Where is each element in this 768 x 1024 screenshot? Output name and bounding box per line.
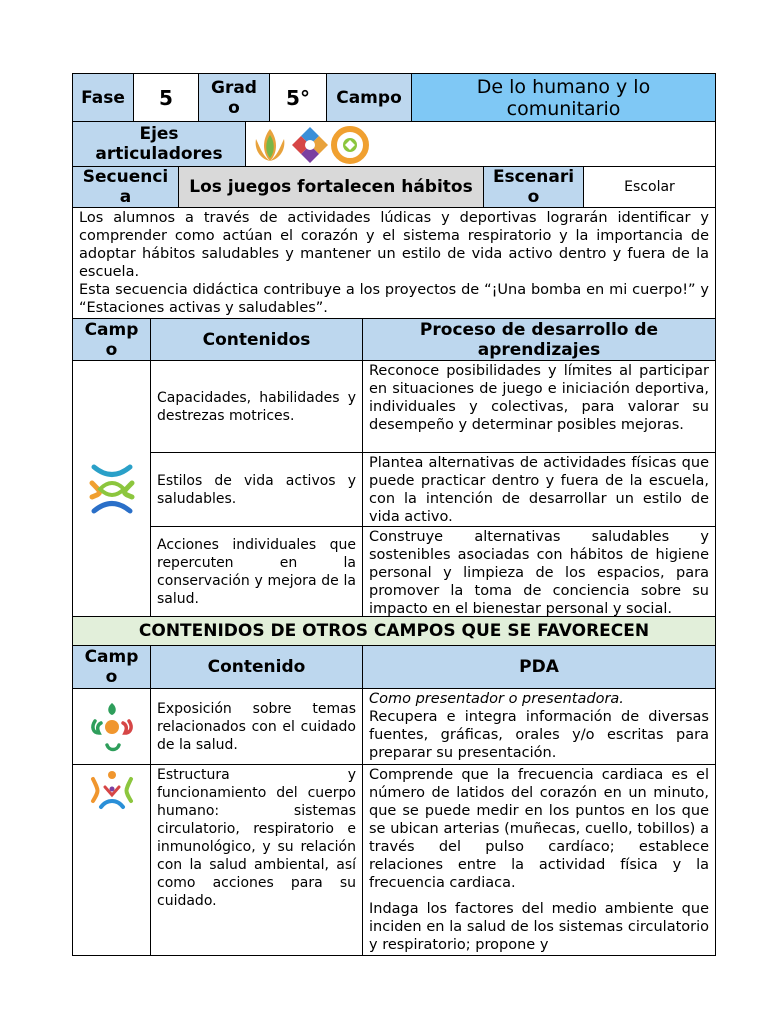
main-header-campo: Camp o <box>72 318 151 361</box>
description-paragraph-2: Esta secuencia didáctica contribuye a los proyectos de “¡Una bomba en mi cuerpo!” y “Estaciones activas y saludables”. <box>79 282 709 316</box>
orange-circle-icon <box>330 125 370 165</box>
pda-text: Comprende que la frecuencia cardiaca es el número de latidos del corazón en un minuto, que se puede medir en los puntos en los que se ubican arterias (muñecas, cuello, tobillos) a través del pulso cardíaco; establece relaciones entre la actividad física y la frecuencia cardiaca. <box>369 767 709 891</box>
ejes-icons-cell <box>245 121 716 167</box>
main-row-3-contenido: Acciones individuales que repercuten en la conservación y mejora de la salud. <box>150 526 363 617</box>
diamond-arrows-icon <box>290 125 330 165</box>
pda-text: Recupera e integra información de diversas fuentes, gráficas, orales y/o escritas para preparar su presentación. <box>369 709 709 761</box>
main-row-1-contenido: Capacidades, habilidades y destrezas motrices. <box>150 360 363 453</box>
otros-banner: CONTENIDOS DE OTROS CAMPOS QUE SE FAVORECEN <box>72 616 716 646</box>
grado-label: Grad o <box>198 73 270 122</box>
otros-row-2-pda <box>362 764 716 956</box>
otros-row-2-campo <box>72 764 151 956</box>
campo-value: De lo humano y lo comunitario <box>411 73 716 122</box>
main-header-proceso: Proceso de desarrollo de aprendizajes <box>362 318 716 361</box>
otros-row-1-pda <box>362 688 716 765</box>
main-row-3-proceso: Construye alternativas saludables y sostenibles asociadas con hábitos de higiene personal y limpieza de los espacios, para promover la toma de conciencia sobre su impacto en el bienestar personal y social. <box>362 526 716 617</box>
otros-header-campo: Camp o <box>72 645 151 689</box>
ejes-label: Ejes articuladores <box>72 121 246 167</box>
escenario-value: Escolar <box>583 166 716 208</box>
pda-italic-heading: Como presentador o presentadora. <box>369 691 624 707</box>
otros-row-1-campo <box>72 688 151 765</box>
leaf-lotus-icon <box>250 125 290 165</box>
main-row-1-proceso: Reconoce posibilidades y límites al participar en situaciones de juego e iniciación deportiva, individuales y colectivas, para valorar su desempeño y determinar posibles mejoras. <box>362 360 716 453</box>
campo-label: Campo <box>326 73 412 122</box>
secuencia-label: Secuenci a <box>72 166 179 208</box>
pda-text-2: Indaga los factores del medio ambiente que inciden en la salud de los sistemas circulatorio y respiratorio; propone y <box>369 901 709 953</box>
humano-comunitario-icon <box>88 463 136 515</box>
main-header-contenidos: Contenidos <box>150 318 363 361</box>
description <box>72 207 716 319</box>
grado-value: 5° <box>269 73 327 122</box>
saberes-cientifico-icon <box>87 769 137 815</box>
main-row-2-proceso: Plantea alternativas de actividades físicas que puede practicar dentro y fuera de la escuela, con la intención de desarrollar un estilo de vida activo. <box>362 452 716 527</box>
description-paragraph-1: Los alumnos a través de actividades lúdicas y deportivas lograrán identificar y comprender como actúan el corazón y el sistema respiratorio y la importancia de adoptar hábitos saludables y mantener un estilo de vida activo dentro y fuera de la escuela. <box>79 210 709 280</box>
fase-label: Fase <box>72 73 134 122</box>
otros-row-1-contenido: Exposición sobre temas relacionados con el cuidado de la salud. <box>150 688 363 765</box>
escenario-label: Escenari o <box>483 166 584 208</box>
otros-row-2-contenido: Estructura y funcionamiento del cuerpo humano: sistemas circulatorio, respiratorio e inmunológico, y su relación con la salud ambiental, así como acciones para su cuidado. <box>150 764 363 956</box>
main-row-2-contenido: Estilos de vida activos y saludables. <box>150 452 363 527</box>
fase-value: 5 <box>133 73 199 122</box>
main-campo-cell <box>72 360 151 617</box>
otros-header-contenido: Contenido <box>150 645 363 689</box>
otros-header-pda: PDA <box>362 645 716 689</box>
lenguajes-icon <box>89 701 135 753</box>
secuencia-title: Los juegos fortalecen hábitos <box>178 166 484 208</box>
